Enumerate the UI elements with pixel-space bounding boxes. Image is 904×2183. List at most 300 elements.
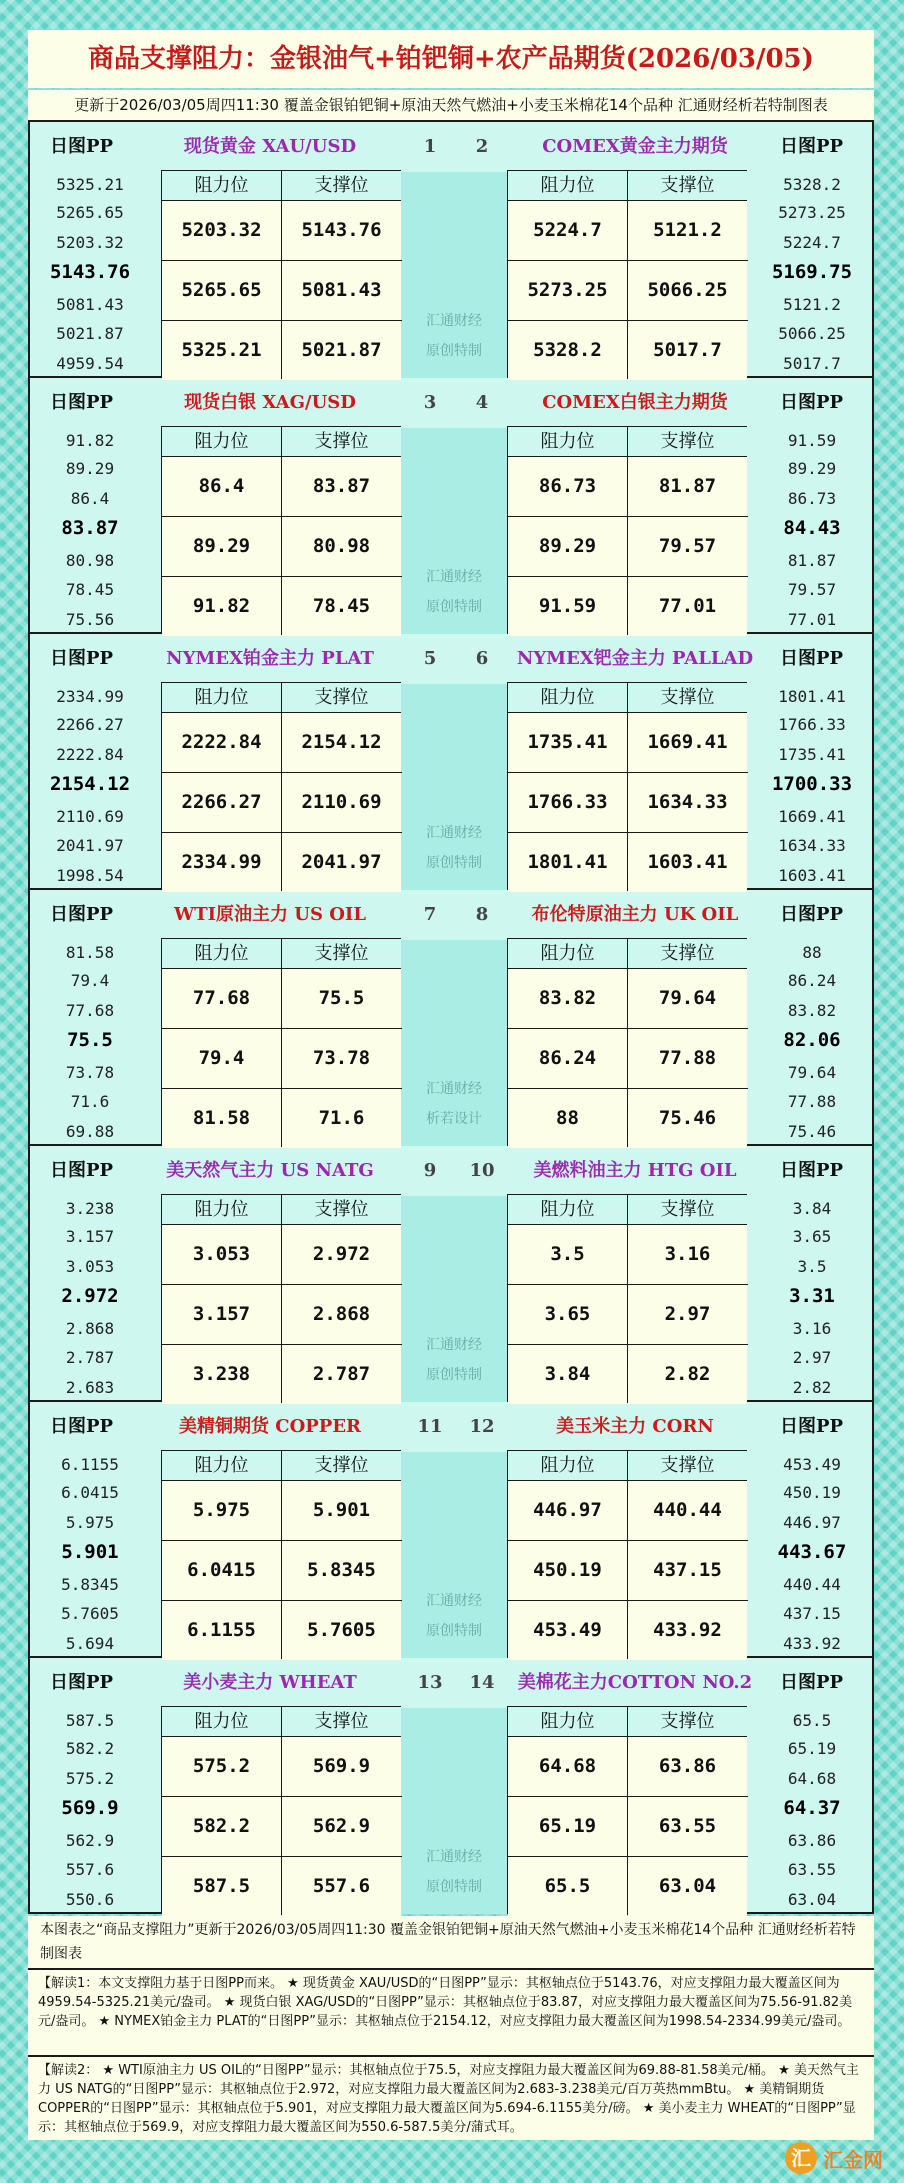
support-value: 83.87 [282, 457, 401, 516]
pp-level: 550.6 [65, 1890, 115, 1909]
brand-watermark: 汇通财经 [426, 825, 482, 841]
commodity-name: 美小麦主力 WHEAT [183, 1672, 357, 1693]
commodity-name: 现货白银 XAG/USD [184, 392, 356, 413]
support-value: 5121.2 [628, 201, 747, 260]
resistance-value: 3.84 [508, 1345, 627, 1404]
row-divider [508, 1600, 748, 1601]
pp-level: 86.24 [787, 971, 837, 990]
support-header: 支撑位 [282, 1451, 401, 1481]
column-divider [627, 1707, 628, 1915]
row-divider [162, 1796, 402, 1797]
brand-watermark: 汇通财经 [426, 1593, 482, 1609]
resistance-header: 阻力位 [508, 1195, 627, 1225]
row-divider [508, 320, 748, 321]
pp-level: 77.88 [787, 1092, 837, 1111]
item-number: 1 [423, 136, 437, 157]
support-value: 440.44 [628, 1481, 747, 1540]
resistance-header: 阻力位 [508, 171, 627, 201]
commodity-name: COMEX白银主力期货 [542, 392, 728, 413]
pp-level: 91.59 [787, 431, 837, 450]
pivot-point: 5.901 [61, 1541, 119, 1563]
pp-level: 75.56 [65, 610, 115, 629]
pp-level: 453.49 [783, 1455, 841, 1474]
resistance-value: 5265.65 [162, 261, 281, 320]
support-value: 81.87 [628, 457, 747, 516]
support-value: 80.98 [282, 517, 401, 576]
pp-level: 86.73 [787, 489, 837, 508]
pp-label: 日图PP [780, 1160, 844, 1181]
support-value: 437.15 [628, 1541, 747, 1600]
resistance-header: 阻力位 [162, 171, 281, 201]
resistance-header: 阻力位 [508, 427, 627, 457]
resistance-value: 575.2 [162, 1737, 281, 1796]
resistance-value: 86.4 [162, 457, 281, 516]
level-table [507, 938, 747, 1146]
pp-level: 5.7605 [61, 1604, 119, 1623]
support-value: 5021.87 [282, 321, 401, 380]
commodity-block [30, 378, 872, 634]
support-value: 3.16 [628, 1225, 747, 1284]
pp-level: 71.6 [70, 1092, 110, 1111]
level-table [161, 682, 401, 890]
level-table [507, 426, 747, 634]
resistance-value: 88 [508, 1089, 627, 1148]
pp-level: 65.5 [792, 1711, 832, 1730]
support-value: 63.86 [628, 1737, 747, 1796]
pp-level: 64.68 [787, 1769, 837, 1788]
pp-level: 1634.33 [778, 836, 846, 855]
brand-watermark: 原创特制 [426, 343, 482, 359]
pp-level: 5017.7 [783, 354, 841, 373]
support-value: 2041.97 [282, 833, 401, 892]
pp-level: 3.84 [792, 1199, 832, 1218]
column-divider [627, 1451, 628, 1659]
resistance-value: 450.19 [508, 1541, 627, 1600]
row-divider [162, 1028, 402, 1029]
commodity-block [30, 1146, 872, 1402]
support-value: 79.57 [628, 517, 747, 576]
support-value: 71.6 [282, 1089, 401, 1148]
pp-level: 5265.65 [56, 203, 124, 222]
brand-watermark: 汇通财经 [426, 1849, 482, 1865]
support-value: 569.9 [282, 1737, 401, 1796]
pp-level: 78.45 [65, 580, 115, 599]
pp-label: 日图PP [50, 904, 114, 925]
resistance-value: 446.97 [508, 1481, 627, 1540]
pp-label: 日图PP [780, 136, 844, 157]
resistance-value: 83.82 [508, 969, 627, 1028]
pivot-point: 1700.33 [771, 773, 853, 795]
resistance-value: 3.157 [162, 1285, 281, 1344]
support-value: 2.972 [282, 1225, 401, 1284]
support-value: 562.9 [282, 1797, 401, 1856]
pp-level: 433.92 [783, 1634, 841, 1653]
column-divider [281, 683, 282, 891]
support-value: 2.97 [628, 1285, 747, 1344]
support-header: 支撑位 [282, 427, 401, 457]
pp-level: 557.6 [65, 1860, 115, 1879]
pp-label: 日图PP [780, 648, 844, 669]
resistance-value: 5.975 [162, 1481, 281, 1540]
resistance-header: 阻力位 [508, 939, 627, 969]
support-header: 支撑位 [628, 1707, 747, 1737]
column-divider [627, 683, 628, 891]
pp-label: 日图PP [50, 648, 114, 669]
pp-level: 5273.25 [778, 203, 846, 222]
item-number: 11 [417, 1416, 443, 1437]
row-divider [508, 1856, 748, 1857]
support-value: 5.901 [282, 1481, 401, 1540]
row-divider [508, 1028, 748, 1029]
support-header: 支撑位 [628, 939, 747, 969]
footer-summary: 本图表之“商品支撑阻力”更新于2026/03/05周四11:30 覆盖金银铂钯铜+原油天然气燃油+小麦玉米棉花14个品种 汇通财经析若特制图表 [28, 1916, 874, 1968]
resistance-value: 77.68 [162, 969, 281, 1028]
item-number: 8 [475, 904, 489, 925]
item-number: 10 [469, 1160, 495, 1181]
row-divider [162, 516, 402, 517]
support-value: 1603.41 [628, 833, 747, 892]
level-table [507, 1706, 747, 1914]
column-divider [281, 171, 282, 379]
resistance-header: 阻力位 [508, 1451, 627, 1481]
pp-level: 450.19 [783, 1483, 841, 1502]
resistance-value: 5203.32 [162, 201, 281, 260]
item-number: 3 [423, 392, 437, 413]
pp-label: 日图PP [780, 1672, 844, 1693]
level-table [507, 682, 747, 890]
resistance-value: 2334.99 [162, 833, 281, 892]
resistance-value: 2222.84 [162, 713, 281, 772]
brand-watermark: 原创特制 [426, 599, 482, 615]
resistance-value: 453.49 [508, 1601, 627, 1660]
item-number: 2 [475, 136, 489, 157]
support-value: 5066.25 [628, 261, 747, 320]
pp-label: 日图PP [50, 1160, 114, 1181]
resistance-value: 3.238 [162, 1345, 281, 1404]
support-value: 5017.7 [628, 321, 747, 380]
pp-level: 80.98 [65, 551, 115, 570]
row-divider [508, 1796, 748, 1797]
commodity-name: NYMEX铂金主力 PLAT [166, 648, 374, 669]
resistance-value: 1766.33 [508, 773, 627, 832]
pp-level: 3.157 [65, 1227, 115, 1246]
commodity-name: NYMEX钯金主力 PALLAD [516, 648, 754, 669]
pp-label: 日图PP [50, 392, 114, 413]
row-divider [162, 1540, 402, 1541]
pp-level: 2222.84 [56, 745, 124, 764]
pp-level: 75.46 [787, 1122, 837, 1141]
resistance-value: 3.65 [508, 1285, 627, 1344]
support-value: 2.787 [282, 1345, 401, 1404]
resistance-value: 3.053 [162, 1225, 281, 1284]
brand-watermark: 原创特制 [426, 1879, 482, 1895]
pp-level: 5081.43 [56, 295, 124, 314]
level-table [161, 1450, 401, 1658]
resistance-value: 582.2 [162, 1797, 281, 1856]
resistance-value: 64.68 [508, 1737, 627, 1796]
support-value: 73.78 [282, 1029, 401, 1088]
pp-level: 77.68 [65, 1001, 115, 1020]
pp-level: 3.5 [797, 1257, 827, 1276]
pp-level: 86.4 [70, 489, 110, 508]
column-divider [281, 1707, 282, 1915]
support-header: 支撑位 [282, 171, 401, 201]
pp-label: 日图PP [50, 1416, 114, 1437]
pp-level: 69.88 [65, 1122, 115, 1141]
pp-level: 83.82 [787, 1001, 837, 1020]
commodity-name: 布伦特原油主力 UK OIL [531, 904, 739, 925]
pp-level: 77.01 [787, 610, 837, 629]
resistance-value: 6.0415 [162, 1541, 281, 1600]
pp-level: 2.787 [65, 1348, 115, 1367]
pivot-point: 3.31 [789, 1285, 835, 1307]
support-value: 63.04 [628, 1857, 747, 1916]
pp-level: 81.87 [787, 551, 837, 570]
brand-watermark: 原创特制 [426, 855, 482, 871]
support-value: 75.5 [282, 969, 401, 1028]
pivot-point: 5169.75 [771, 261, 853, 283]
resistance-value: 65.5 [508, 1857, 627, 1916]
row-divider [162, 576, 402, 577]
support-value: 557.6 [282, 1857, 401, 1916]
item-number: 12 [469, 1416, 495, 1437]
row-divider [162, 320, 402, 321]
resistance-value: 86.73 [508, 457, 627, 516]
pp-label: 日图PP [50, 1672, 114, 1693]
pp-level: 63.55 [787, 1860, 837, 1879]
pp-level: 79.57 [787, 580, 837, 599]
commodity-name: 现货黄金 XAU/USD [183, 136, 357, 157]
support-header: 支撑位 [628, 683, 747, 713]
support-header: 支撑位 [282, 1707, 401, 1737]
resistance-value: 89.29 [162, 517, 281, 576]
pivot-point: 84.43 [783, 517, 841, 539]
resistance-value: 89.29 [508, 517, 627, 576]
resistance-header: 阻力位 [162, 1195, 281, 1225]
support-value: 77.88 [628, 1029, 747, 1088]
pp-level: 81.58 [65, 943, 115, 962]
brand-watermark: 原创特制 [426, 1367, 482, 1383]
support-value: 2154.12 [282, 713, 401, 772]
row-divider [508, 772, 748, 773]
column-divider [281, 1195, 282, 1403]
resistance-value: 5325.21 [162, 321, 281, 380]
commodity-block [30, 634, 872, 890]
pp-level: 1766.33 [778, 715, 846, 734]
row-divider [508, 1284, 748, 1285]
resistance-value: 2266.27 [162, 773, 281, 832]
pp-level: 63.86 [787, 1831, 837, 1850]
commodity-name: WTI原油主力 US OIL [173, 904, 366, 925]
support-value: 5.7605 [282, 1601, 401, 1660]
pp-level: 1998.54 [56, 866, 124, 885]
resistance-value: 3.5 [508, 1225, 627, 1284]
pivot-point: 82.06 [783, 1029, 841, 1051]
commodity-name: COMEX黄金主力期货 [542, 136, 728, 157]
support-header: 支撑位 [282, 1195, 401, 1225]
item-number: 7 [423, 904, 437, 925]
support-header: 支撑位 [628, 171, 747, 201]
pp-level: 79.4 [70, 971, 110, 990]
brand-watermark: 汇通财经 [426, 313, 482, 329]
pp-level: 6.1155 [61, 1455, 119, 1474]
pp-level: 2041.97 [56, 836, 124, 855]
pivot-table [28, 120, 874, 1914]
pp-level: 437.15 [783, 1604, 841, 1623]
pp-level: 2.868 [65, 1319, 115, 1338]
pp-level: 3.16 [792, 1319, 832, 1338]
support-value: 5143.76 [282, 201, 401, 260]
brand-watermark: 汇通财经 [426, 1081, 482, 1097]
support-header: 支撑位 [628, 1195, 747, 1225]
pp-level: 6.0415 [61, 1483, 119, 1502]
pp-level: 1735.41 [778, 745, 846, 764]
pp-level: 63.04 [787, 1890, 837, 1909]
row-divider [162, 772, 402, 773]
pp-level: 1603.41 [778, 866, 846, 885]
item-number: 6 [475, 648, 489, 669]
pp-label: 日图PP [780, 392, 844, 413]
row-divider [508, 1344, 748, 1345]
logo-text: 汇金网 [823, 2147, 883, 2172]
column-divider [281, 939, 282, 1147]
pp-level: 5325.21 [56, 175, 124, 194]
item-number: 4 [475, 392, 489, 413]
site-logo [785, 2140, 895, 2176]
commodity-name: 美燃料油主力 HTG OIL [533, 1160, 737, 1181]
pp-level: 5328.2 [783, 175, 841, 194]
pp-level: 582.2 [65, 1739, 115, 1758]
pp-level: 562.9 [65, 1831, 115, 1850]
level-table [161, 170, 401, 378]
page-subtitle: 更新于2026/03/05周四11:30 覆盖金银铂钯铜+原油天然气燃油+小麦玉米棉花14个品种 汇通财经析若特制图表 [28, 90, 874, 120]
resistance-value: 65.19 [508, 1797, 627, 1856]
row-divider [162, 1284, 402, 1285]
resistance-header: 阻力位 [162, 1707, 281, 1737]
pp-level: 587.5 [65, 1711, 115, 1730]
support-header: 支撑位 [282, 939, 401, 969]
support-value: 433.92 [628, 1601, 747, 1660]
pp-level: 2.82 [792, 1378, 832, 1397]
support-value: 2.868 [282, 1285, 401, 1344]
item-number: 5 [423, 648, 437, 669]
pp-level: 2334.99 [56, 687, 124, 706]
pp-level: 2266.27 [56, 715, 124, 734]
resistance-value: 1735.41 [508, 713, 627, 772]
row-divider [162, 1344, 402, 1345]
pp-level: 89.29 [787, 459, 837, 478]
brand-watermark: 原创特制 [426, 1623, 482, 1639]
pp-level: 1801.41 [778, 687, 846, 706]
level-table [507, 170, 747, 378]
pp-level: 1669.41 [778, 807, 846, 826]
resistance-value: 5273.25 [508, 261, 627, 320]
item-number: 14 [469, 1672, 495, 1693]
brand-watermark: 汇通财经 [426, 569, 482, 585]
support-header: 支撑位 [282, 683, 401, 713]
support-value: 2110.69 [282, 773, 401, 832]
support-value: 79.64 [628, 969, 747, 1028]
pp-level: 89.29 [65, 459, 115, 478]
support-value: 5081.43 [282, 261, 401, 320]
resistance-value: 86.24 [508, 1029, 627, 1088]
commodity-block [30, 890, 872, 1146]
pp-level: 5066.25 [778, 324, 846, 343]
pivot-point: 5143.76 [49, 261, 131, 283]
pp-level: 65.19 [787, 1739, 837, 1758]
support-value: 75.46 [628, 1089, 747, 1148]
pp-level: 440.44 [783, 1575, 841, 1594]
pp-level: 4959.54 [56, 354, 124, 373]
resistance-value: 81.58 [162, 1089, 281, 1148]
pp-level: 446.97 [783, 1513, 841, 1532]
resistance-header: 阻力位 [162, 427, 281, 457]
support-value: 1634.33 [628, 773, 747, 832]
commodity-name: 美天然气主力 US NATG [166, 1160, 374, 1181]
brand-watermark: 汇通财经 [426, 1337, 482, 1353]
support-header: 支撑位 [628, 1451, 747, 1481]
resistance-value: 91.59 [508, 577, 627, 636]
pivot-point: 83.87 [61, 517, 119, 539]
pp-level: 5.975 [65, 1513, 115, 1532]
pp-level: 73.78 [65, 1063, 115, 1082]
item-number: 13 [417, 1672, 443, 1693]
pp-level: 3.65 [792, 1227, 832, 1246]
interpretation-note-1: 【解读1：本文支撑阻力基于日图PP而来。 ★ 现货黄金 XAU/USD的“日图PP”显示：其枢轴点位于5143.76，对应支撑阻力最大覆盖区间为4959.54-5325.21美元/盎司。 ★ 现货白银 XAG/USD的“日图PP”显示：其枢轴点位于83.87，对应支撑阻力最大覆盖区间为75.56-91.82美元/盎司。 ★ NYMEX铂金主力 PLAT的“日图PP”显示：其枢轴点位于2154.12，对应支撑阻力最大覆盖区间为1998.54-2334.99美元/盎司。 [28, 1968, 874, 2055]
column-divider [281, 1451, 282, 1659]
level-table [507, 1194, 747, 1402]
pivot-point: 75.5 [67, 1029, 113, 1051]
row-divider [508, 832, 748, 833]
column-divider [627, 939, 628, 1147]
pp-level: 2110.69 [56, 807, 124, 826]
level-table [161, 938, 401, 1146]
title-banner [28, 30, 874, 88]
commodity-name: 美精铜期货 COPPER [178, 1416, 362, 1437]
pp-label: 日图PP [50, 136, 114, 157]
pp-level: 79.64 [787, 1063, 837, 1082]
level-table [507, 1450, 747, 1658]
resistance-value: 6.1155 [162, 1601, 281, 1660]
resistance-value: 5224.7 [508, 201, 627, 260]
pivot-point: 64.37 [783, 1797, 841, 1819]
support-value: 77.01 [628, 577, 747, 636]
pp-label: 日图PP [780, 1416, 844, 1437]
pivot-point: 569.9 [61, 1797, 119, 1819]
pp-level: 5.694 [65, 1634, 115, 1653]
level-table [161, 1706, 401, 1914]
logo-mark-icon: 汇 [785, 2142, 817, 2174]
row-divider [508, 260, 748, 261]
pp-level: 88 [802, 943, 822, 962]
row-divider [162, 1856, 402, 1857]
resistance-header: 阻力位 [162, 939, 281, 969]
row-divider [162, 1600, 402, 1601]
row-divider [508, 516, 748, 517]
row-divider [162, 260, 402, 261]
row-divider [508, 1088, 748, 1089]
commodity-name: 美棉花主力COTTON NO.2 [517, 1672, 753, 1693]
level-table [161, 426, 401, 634]
pp-level: 2.97 [792, 1348, 832, 1367]
pp-level: 575.2 [65, 1769, 115, 1788]
pivot-point: 2.972 [61, 1285, 119, 1307]
pp-level: 2.683 [65, 1378, 115, 1397]
resistance-value: 5328.2 [508, 321, 627, 380]
pp-level: 3.053 [65, 1257, 115, 1276]
row-divider [162, 1088, 402, 1089]
pp-level: 5224.7 [783, 233, 841, 252]
